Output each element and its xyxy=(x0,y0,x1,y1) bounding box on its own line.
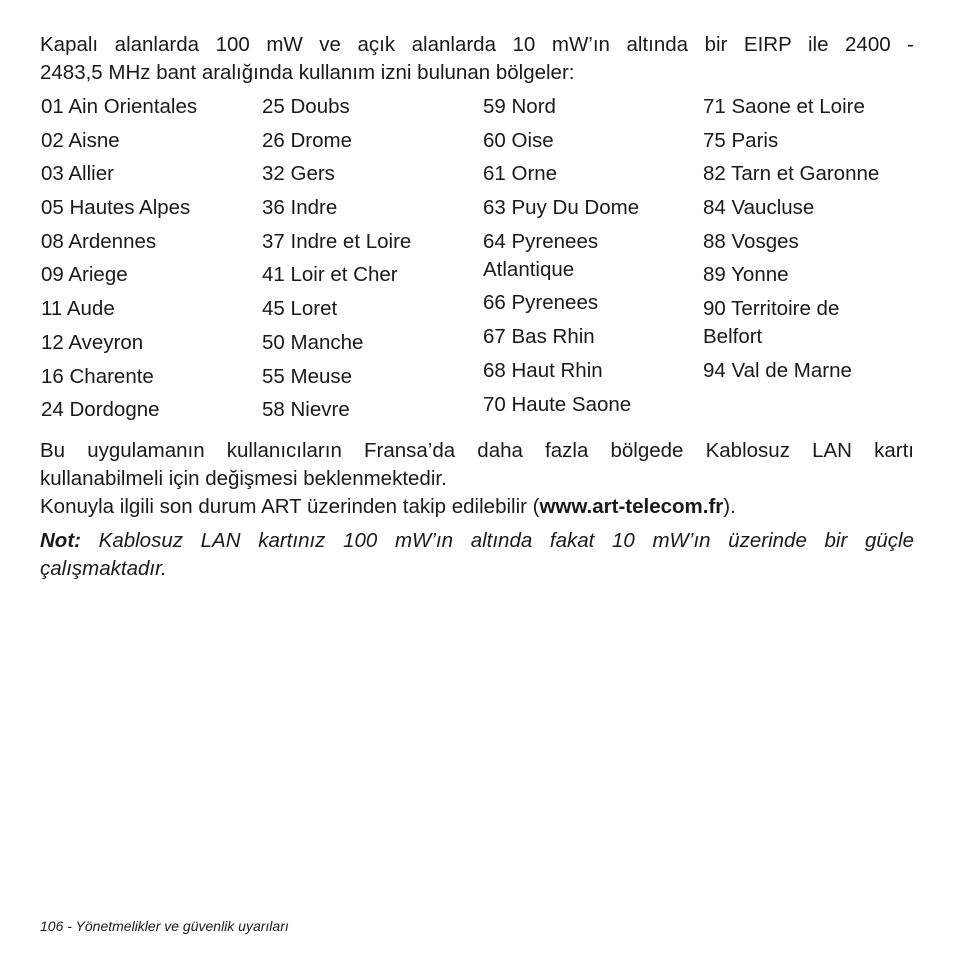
note-line-1 xyxy=(40,527,914,555)
region-item: 70 Haute Saone xyxy=(483,392,632,416)
region-list xyxy=(40,93,914,431)
region-item: 58 Nievre xyxy=(262,398,350,422)
region-item: 63 Puy Du Dome xyxy=(483,196,640,220)
region-item: 16 Charente xyxy=(41,364,154,388)
region-item: 84 Vaucluse xyxy=(703,196,815,220)
region-item: 60 Oise xyxy=(483,128,554,152)
region-item: 05 Hautes Alpes xyxy=(41,196,191,220)
region-item: 75 Paris xyxy=(703,128,779,152)
region-column-1 xyxy=(41,93,251,430)
region-item: 94 Val de Marne xyxy=(703,358,852,382)
region-item: 08 Ardennes xyxy=(41,229,157,253)
region-item: 03 Allier xyxy=(41,162,114,186)
region-item: 26 Drome xyxy=(262,128,353,152)
region-column-2 xyxy=(262,93,472,430)
region-item: 61 Orne xyxy=(483,162,558,186)
info-line-3-prefix: Konuyla ilgili son durum ART üzerinden takip edilebilir ( xyxy=(40,495,540,518)
region-item: 37 Indre et Loire xyxy=(262,229,412,253)
region-item: 12 Aveyron xyxy=(41,330,144,354)
region-item: 36 Indre xyxy=(262,196,338,220)
region-item: 68 Haut Rhin xyxy=(483,358,603,382)
document-page xyxy=(40,31,914,583)
art-telecom-link[interactable]: www.art-telecom.fr xyxy=(539,495,724,518)
region-item: 41 Loir et Cher xyxy=(262,263,398,287)
intro-line-2: 2483,5 MHz bant aralığında kullanım izni bulunan bölgeler: xyxy=(40,61,575,84)
note-label: Not: xyxy=(40,529,81,552)
intro-line-1: Kapalı alanlarda 100 mW ve açık alanlarda 10 mW’ın altında bir EIRP ile 2400 - xyxy=(40,33,914,56)
region-item: 64 Pyrenees Atlantique xyxy=(483,229,599,281)
region-column-3 xyxy=(483,93,693,424)
region-item: 88 Vosges xyxy=(703,229,799,253)
info-line-3 xyxy=(40,493,914,521)
info-paragraph xyxy=(40,437,914,521)
region-item: 25 Doubs xyxy=(262,95,350,118)
region-item: 90 Territoire de Belfort xyxy=(703,297,840,349)
note-line-2: çalışmaktadır. xyxy=(40,557,167,580)
region-item: 71 Saone et Loire xyxy=(703,95,865,118)
region-item: 89 Yonne xyxy=(703,263,789,287)
info-line-2: kullanabilmeli için değişmesi beklenmektedir. xyxy=(40,467,447,490)
region-item: 66 Pyrenees xyxy=(483,291,599,315)
region-item: 82 Tarn et Garonne xyxy=(703,162,880,186)
region-item: 09 Ariege xyxy=(41,263,128,287)
info-line-1: Bu uygulamanın kullanıcıların Fransa’da daha fazla bölgede Kablosuz LAN kartı xyxy=(40,439,914,462)
region-column-4 xyxy=(703,93,913,391)
region-item: 32 Gers xyxy=(262,162,335,186)
page-footer: 106 - Yönetmelikler ve güvenlik uyarıları xyxy=(40,918,289,934)
region-item: 67 Bas Rhin xyxy=(483,325,595,349)
region-item: 02 Aisne xyxy=(41,128,120,152)
intro-paragraph xyxy=(40,31,914,87)
region-item: 01 Ain Orientales xyxy=(41,95,198,118)
note-paragraph xyxy=(40,527,914,583)
region-item: 24 Dordogne xyxy=(41,398,160,422)
note-text-1: Kablosuz LAN kartınız 100 mW’ın altında fakat 10 mW’ın üzerinde bir güçle xyxy=(98,529,914,552)
region-item: 11 Aude xyxy=(41,297,115,321)
region-item: 59 Nord xyxy=(483,95,556,118)
region-item: 45 Loret xyxy=(262,297,338,321)
region-item: 55 Meuse xyxy=(262,364,353,388)
region-item: 50 Manche xyxy=(262,330,364,354)
info-line-3-suffix: ). xyxy=(723,495,736,518)
